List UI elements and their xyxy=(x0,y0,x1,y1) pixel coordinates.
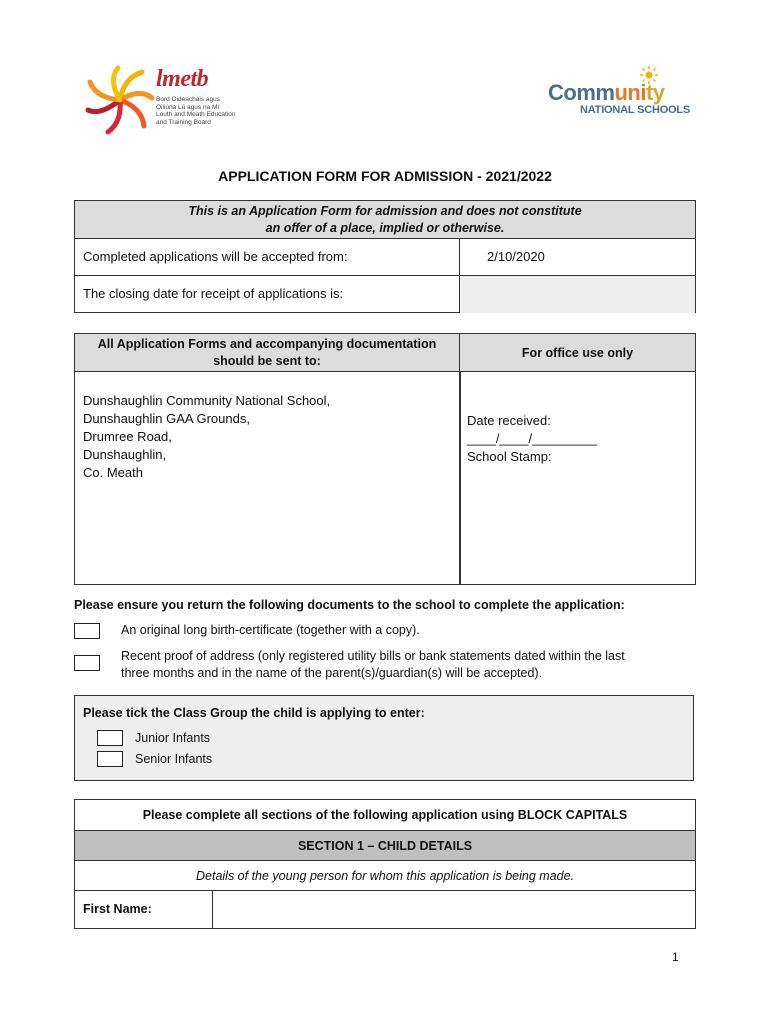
documents-heading: Please ensure you return the following documents to the school to complete the application: xyxy=(74,598,625,612)
proof-address-text: Recent proof of address (only registered utility bills or bank statements dated within the last three months and in the name of the parent(s)/guardian(s) will be accepted). xyxy=(121,649,625,680)
senior-infants-label: Senior Infants xyxy=(135,752,213,766)
date-received-label: Date received: xyxy=(467,413,551,428)
first-name-label: First Name: xyxy=(83,902,152,916)
section-1-header: SECTION 1 – CHILD DETAILS xyxy=(75,831,695,861)
cns-subtitle: NATIONAL SCHOOLS xyxy=(580,104,691,116)
lmetb-logo xyxy=(84,64,244,144)
closing-date-row xyxy=(75,276,695,313)
birth-cert-text: An original long birth-certificate (together with a copy). xyxy=(121,623,420,637)
first-name-field[interactable] xyxy=(212,891,695,928)
class-group-title: Please tick the Class Group the child is applying to enter: xyxy=(83,706,425,720)
block-capitals-instruction: Please complete all sections of the following application using BLOCK CAPITALS xyxy=(75,800,695,831)
send-to-header: All Application Forms and accompanying documentation should be sent to: xyxy=(75,334,459,372)
class-group-box xyxy=(74,695,694,781)
school-address: Dunshaughlin Community National School, Dunshaughlin GAA Grounds, Drumree Road, Dunshaughlin, Co. Meath xyxy=(83,393,331,480)
office-use-header: For office use only xyxy=(459,334,695,372)
community-national-schools-logo xyxy=(544,66,694,136)
junior-infants-checkbox[interactable] xyxy=(97,730,123,746)
notice-header: This is an Application Form for admission and does not constitute an offer of a place, implied or otherwise. xyxy=(75,201,695,239)
accepted-from-row xyxy=(75,239,695,276)
junior-infants-label: Junior Infants xyxy=(135,731,211,745)
page-number: 1 xyxy=(672,950,679,964)
accepted-from-value: 2/10/2020 xyxy=(487,249,545,264)
address-office-table xyxy=(74,333,696,585)
closing-date-field[interactable] xyxy=(459,276,695,313)
lmetb-wordmark: lmetb xyxy=(156,66,209,92)
first-name-row xyxy=(75,891,695,928)
office-use-fields xyxy=(467,412,597,466)
cns-wordmark: Community xyxy=(548,80,665,105)
column-divider xyxy=(459,372,461,584)
school-stamp-label: School Stamp: xyxy=(467,449,552,464)
date-received-blank: ____/____/_________ xyxy=(467,431,598,446)
lmetb-subtitle: Bord Oideachais agus Oiliúna Lú agus na Mí Louth and Meath Education and Training Board xyxy=(156,96,236,126)
form-title: APPLICATION FORM FOR ADMISSION - 2021/2022 xyxy=(218,168,552,184)
proof-address-checkbox[interactable] xyxy=(74,655,100,671)
senior-infants-checkbox[interactable] xyxy=(97,751,123,767)
closing-date-label: The closing date for receipt of applications is: xyxy=(83,286,344,301)
lmetb-swirl-icon xyxy=(84,64,156,136)
birth-cert-checkbox[interactable] xyxy=(74,623,100,639)
accepted-from-label: Completed applications will be accepted from: xyxy=(83,249,348,264)
notice-table xyxy=(74,200,696,313)
section-1-description: Details of the young person for whom this application is being made. xyxy=(75,861,695,891)
child-details-table xyxy=(74,799,696,929)
